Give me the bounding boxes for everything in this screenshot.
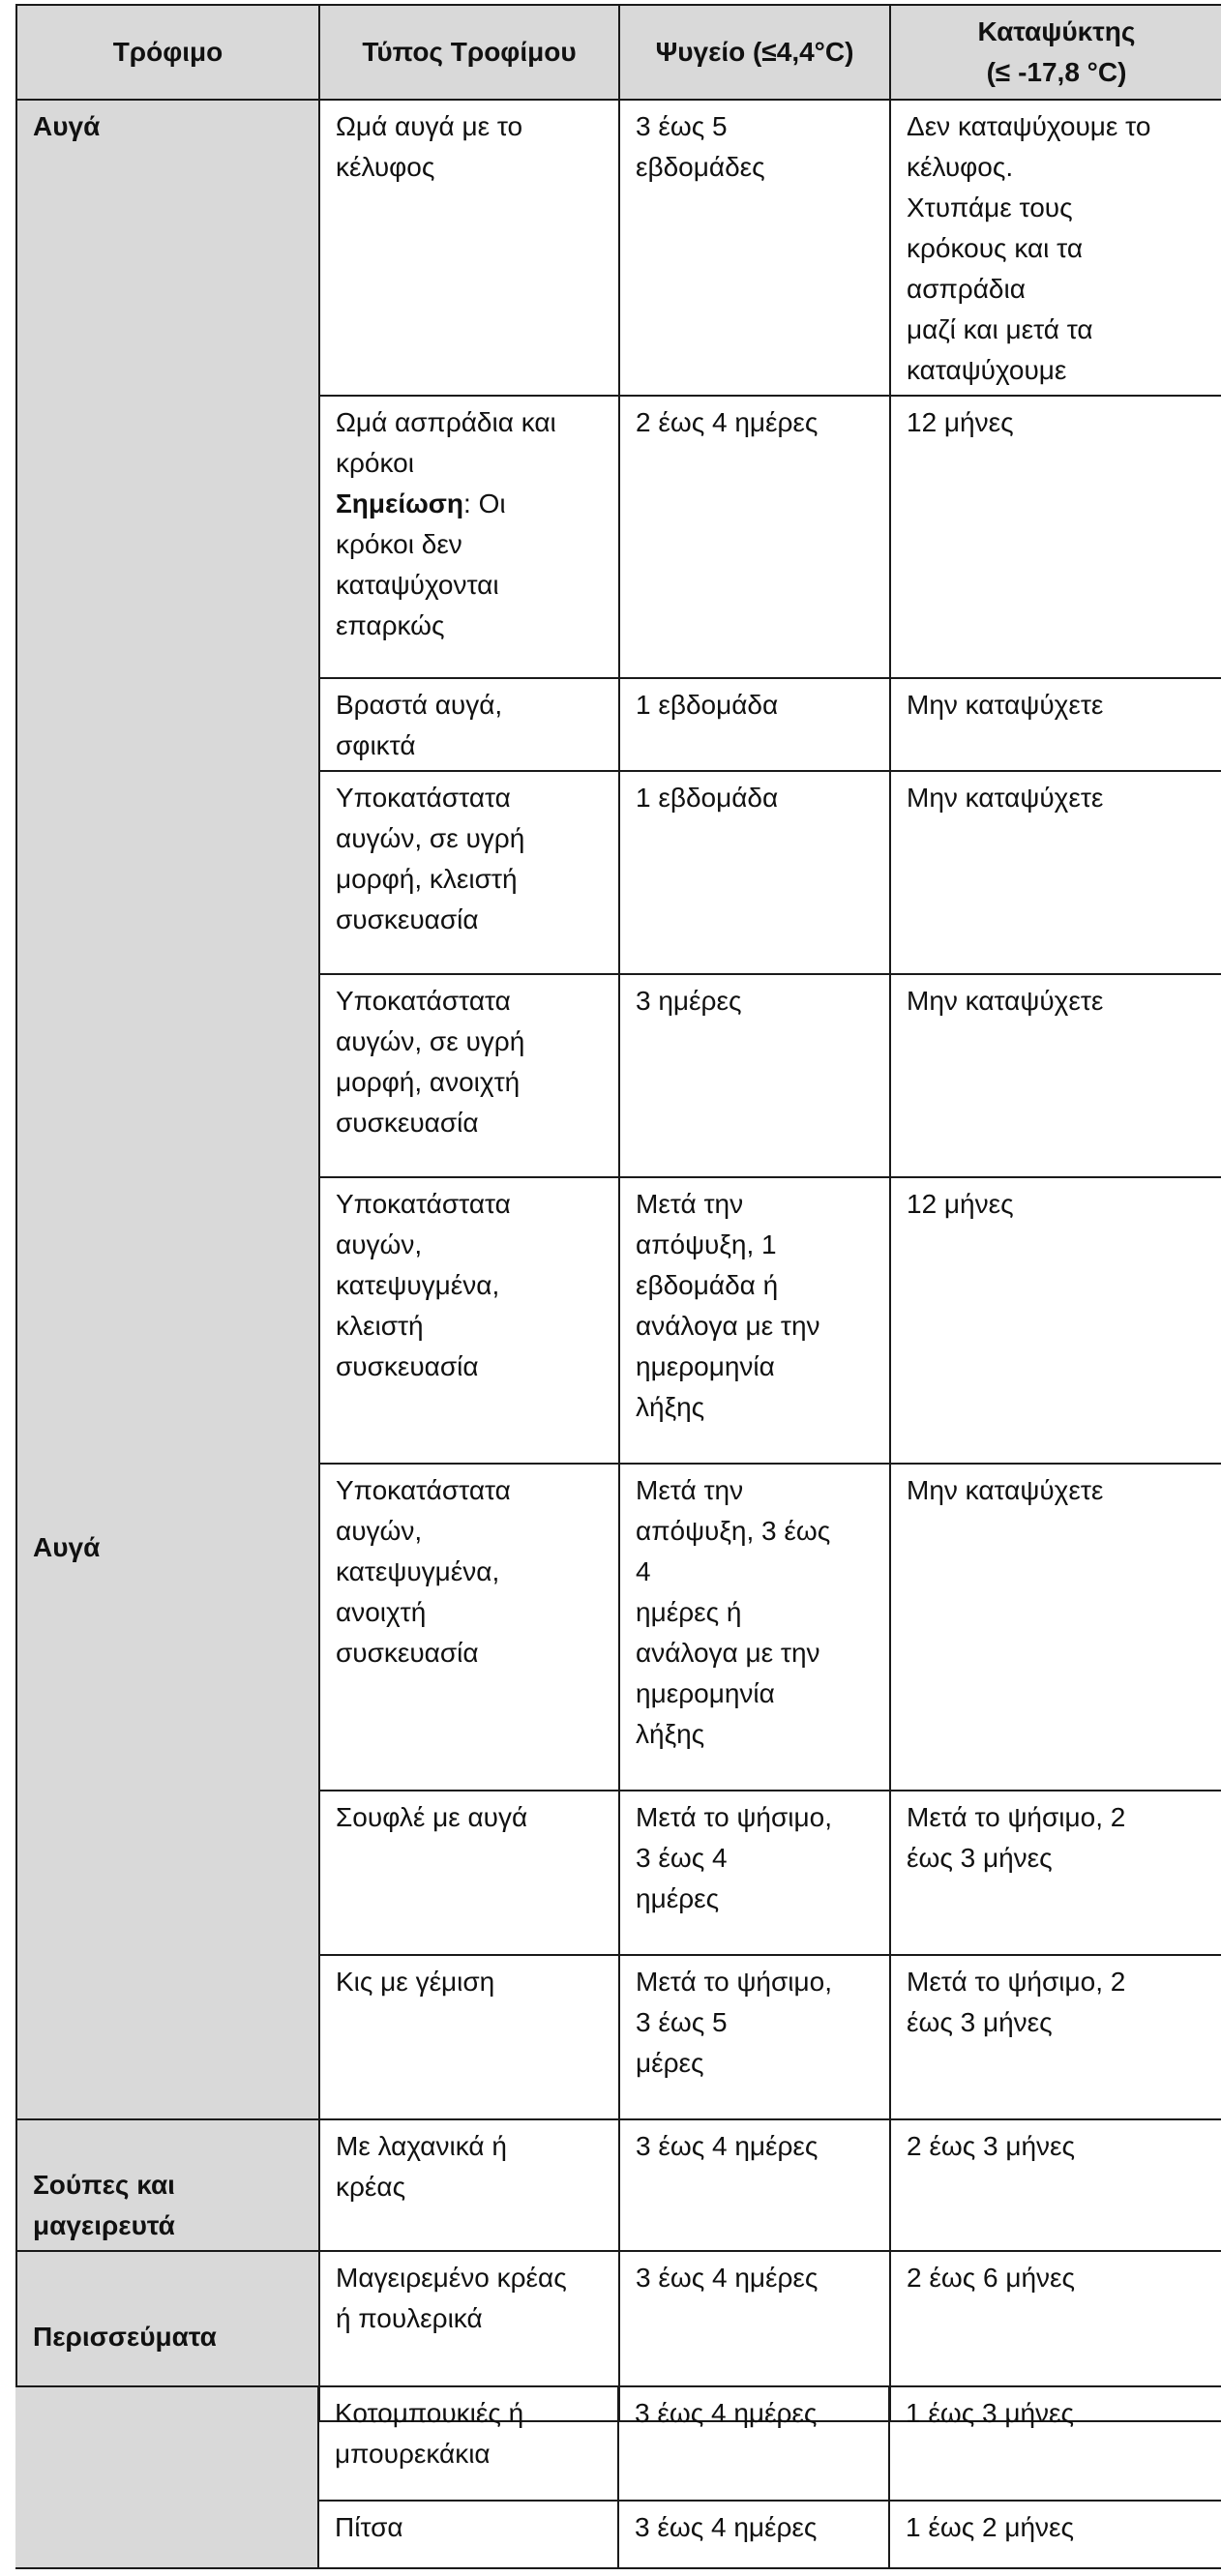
type-cell: Υποκατάστατα αυγών, σε υγρή μορφή, κλειστή συσκευασία — [319, 771, 619, 974]
header-food-type: Τύπος Τροφίμου — [319, 5, 619, 100]
type-cell: Με λαχανικά ή κρέας — [319, 2119, 619, 2251]
category-leftovers: Περισσεύματα — [16, 2251, 319, 2421]
type-cell: Υποκατάστατα αυγών, κατεψυγμένα, ανοιχτή συσκευασία — [319, 1464, 619, 1791]
freezer-cell: 12 μήνες — [890, 1177, 1221, 1464]
fridge-cell: 1 εβδομάδα — [619, 678, 890, 771]
freezer-cell: Μην καταψύχετε — [890, 678, 1221, 771]
table-row — [15, 2386, 1221, 2501]
freezer-cell: Μην καταψύχετε — [890, 771, 1221, 974]
freezer-cell: 2 έως 6 μήνες — [890, 2251, 1221, 2421]
fridge-cell: 1 εβδομάδα — [619, 771, 890, 974]
freezer-cell: 1 έως 2 μήνες — [889, 2501, 1221, 2568]
header-food: Τρόφιμο — [16, 5, 319, 100]
fridge-cell: 3 ημέρες — [619, 974, 890, 1177]
fridge-cell: 3 έως 4 ημέρες — [619, 2251, 890, 2421]
leftovers-continuation-table — [15, 2385, 1221, 2569]
category-eggs-mid: Αυγά — [16, 974, 319, 2119]
table-row — [16, 2119, 1221, 2251]
type-cell: Κοτομπουκιές ή μπουρεκάκια — [318, 2386, 618, 2501]
freezer-cell: Δεν καταψύχουμε το κέλυφος. Χτυπάμε τους κρόκους και τα ασπράδια μαζί και μετά τα καταψύχουμε — [890, 100, 1221, 396]
freezer-cell: Μετά το ψήσιμο, 2 έως 3 μήνες — [890, 1791, 1221, 1955]
type-cell — [319, 396, 619, 678]
fridge-cell: 3 έως 4 ημέρες — [619, 2119, 890, 2251]
freezer-cell: 1 έως 3 μήνες — [889, 2386, 1221, 2501]
fridge-cell: Μετά το ψήσιμο, 3 έως 5 μέρες — [619, 1955, 890, 2119]
type-cell: Κις με γέμιση — [319, 1955, 619, 2119]
freezer-cell: Μην καταψύχετε — [890, 1464, 1221, 1791]
table-row — [16, 974, 1221, 1177]
freezer-cell: Μετά το ψήσιμο, 2 έως 3 μήνες — [890, 1955, 1221, 2119]
note-text: : Οι κρόκοι δεν καταψύχονται επαρκώς — [336, 489, 506, 640]
category-eggs-top: Αυγά — [16, 100, 319, 974]
fridge-cell: 3 έως 5 εβδομάδες — [619, 100, 890, 396]
category-soups: Σούπες και μαγειρευτά — [16, 2119, 319, 2251]
type-cell: Πίτσα — [318, 2501, 618, 2568]
fridge-cell: Μετά το ψήσιμο, 3 έως 4 ημέρες — [619, 1791, 890, 1955]
note-label: Σημείωση — [336, 489, 464, 518]
type-cell: Σουφλέ με αυγά — [319, 1791, 619, 1955]
food-storage-table — [15, 4, 1221, 2422]
type-text: Ωμά ασπράδια και κρόκοι — [336, 407, 556, 478]
header-freezer: Καταψύκτης (≤ -17,8 °C) — [890, 5, 1221, 100]
freezer-cell: 2 έως 3 μήνες — [890, 2119, 1221, 2251]
header-fridge: Ψυγείο (≤4,4°C) — [619, 5, 890, 100]
type-cell: Βραστά αυγά, σφικτά — [319, 678, 619, 771]
fridge-cell: 3 έως 4 ημέρες — [618, 2501, 889, 2568]
type-cell: Υποκατάστατα αυγών, κατεψυγμένα, κλειστή συσκευασία — [319, 1177, 619, 1464]
fridge-cell: 3 έως 4 ημέρες — [618, 2386, 889, 2501]
type-cell: Μαγειρεμένο κρέας ή πουλερικά — [319, 2251, 619, 2421]
fridge-cell: Μετά την απόψυξη, 1 εβδομάδα ή ανάλογα με την ημερομηνία λήξης — [619, 1177, 890, 1464]
type-cell: Υποκατάστατα αυγών, σε υγρή μορφή, ανοιχτή συσκευασία — [319, 974, 619, 1177]
fridge-cell: 2 έως 4 ημέρες — [619, 396, 890, 678]
header-row — [16, 5, 1221, 100]
category-leftovers-continued — [15, 2386, 318, 2568]
table-row — [16, 100, 1221, 396]
freezer-cell: 12 μήνες — [890, 396, 1221, 678]
freezer-cell: Μην καταψύχετε — [890, 974, 1221, 1177]
fridge-cell: Μετά την απόψυξη, 3 έως 4 ημέρες ή ανάλογα με την ημερομηνία λήξης — [619, 1464, 890, 1791]
type-cell: Ωμά αυγά με το κέλυφος — [319, 100, 619, 396]
